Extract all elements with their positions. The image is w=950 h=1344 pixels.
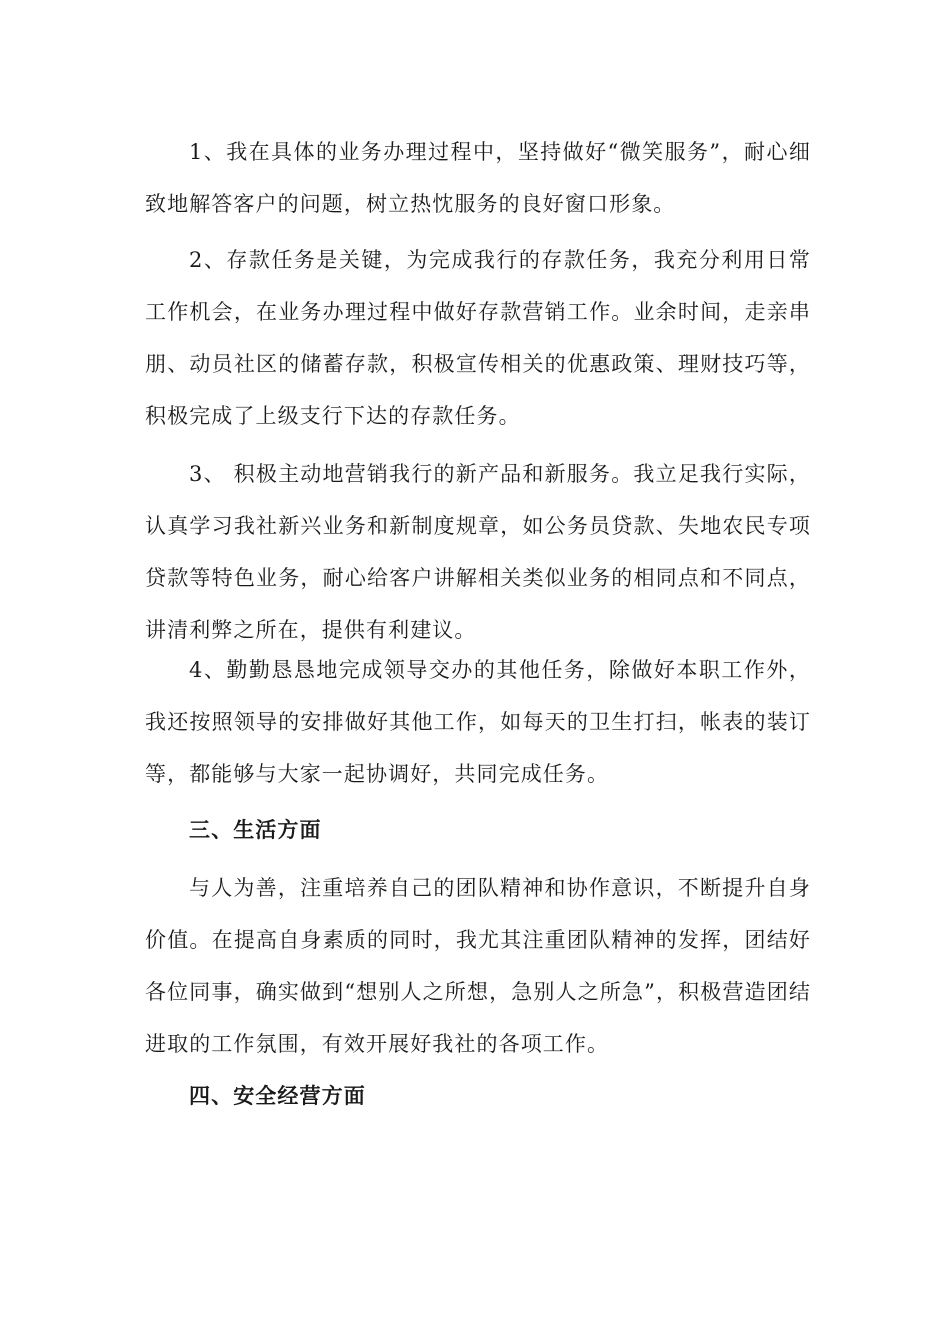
paragraph-item-1: 1、我在具体的业务办理过程中，坚持做好“微笑服务”，耐心细致地解答客户的问题，树立热忱服务的良好窗口形象。: [145, 140, 811, 216]
paragraph-item-2: 2、存款任务是关键，为完成我行的存款任务，我充分利用日常工作机会，在业务办理过程中做好存款营销工作。业余时间，走亲串朋、动员社区的储蓄存款，积极宣传相关的优惠政策、理财技巧等，积极完成了上级支行下达的存款任务。: [145, 248, 811, 428]
section-heading-life: 三、生活方面: [189, 817, 322, 842]
section-heading-safety: 四、安全经营方面: [189, 1083, 366, 1108]
paragraph-item-4: 4、勤勤恳恳地完成领导交办的其他任务，除做好本职工作外，我还按照领导的安排做好其他工作，如每天的卫生打扫，帐表的装订等，都能够与大家一起协调好，共同完成任务。: [145, 658, 811, 786]
paragraph-life: 与人为善，注重培养自己的团队精神和协作意识，不断提升自身价值。在提高自身素质的同时，我尤其注重团队精神的发挥，团结好各位同事，确实做到“想别人之所想，急别人之所急”，积极营造团结进取的工作氛围，有效开展好我社的各项工作。: [145, 876, 811, 1056]
paragraph-item-3: 3、 积极主动地营销我行的新产品和新服务。我立足我行实际，认真学习我社新兴业务和新制度规章，如公务员贷款、失地农民专项贷款等特色业务，耐心给客户讲解相关类似业务的相同点和不同点，讲清利弊之所在，提供有利建议。: [145, 462, 811, 642]
